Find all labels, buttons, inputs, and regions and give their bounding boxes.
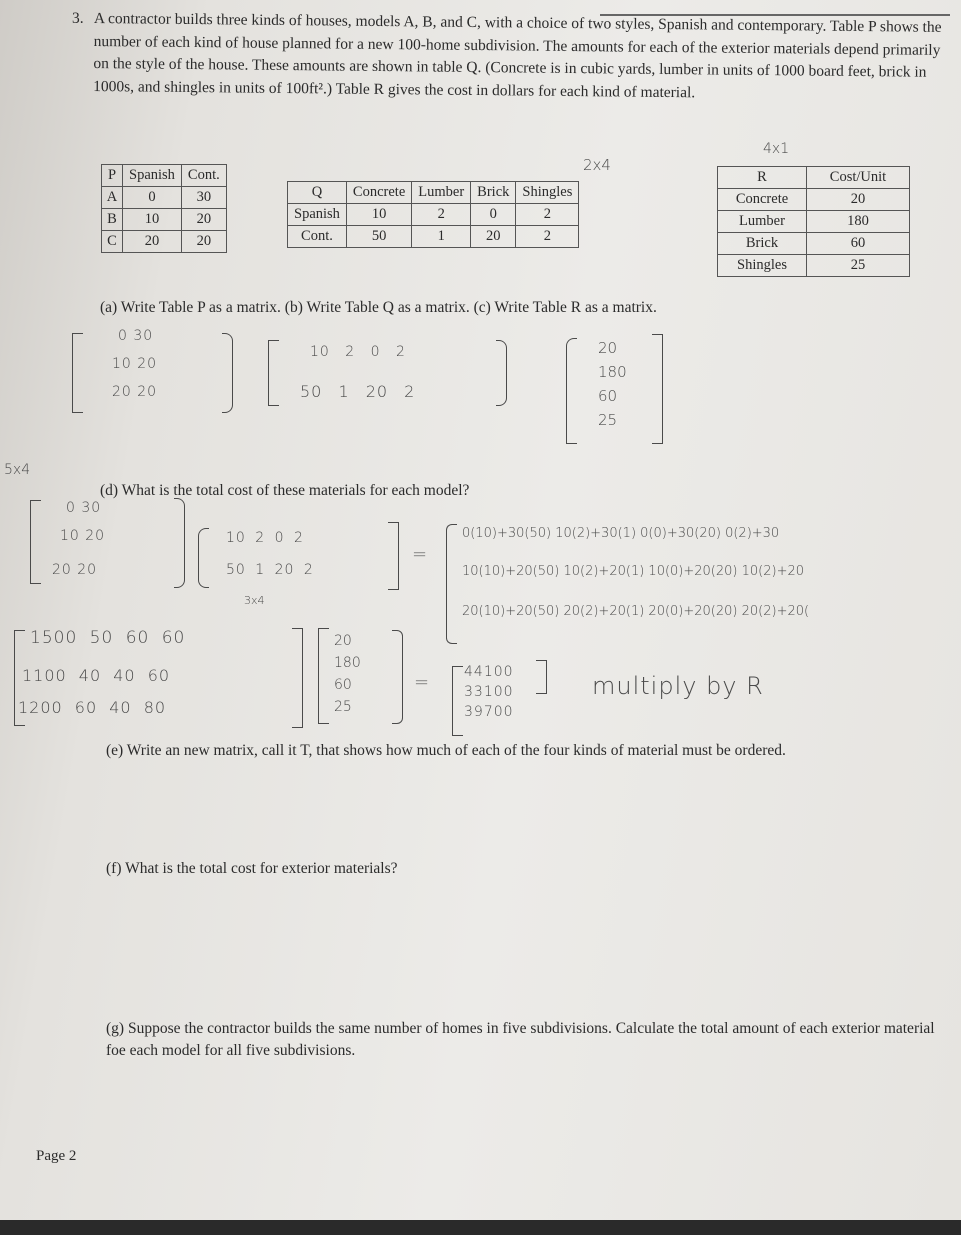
table-cell: 1 xyxy=(412,226,471,248)
matrix-bracket xyxy=(392,630,403,724)
handwritten-row: 10(10)+20(50) 10(2)+20(1) 10(0)+20(20) 10(2)+20 xyxy=(462,564,805,579)
handwritten-column xyxy=(464,662,514,722)
equals-sign: = xyxy=(412,544,428,565)
table-p xyxy=(101,164,227,253)
annotation-q-dims: 2x4 xyxy=(583,156,611,174)
table-cell: 50 xyxy=(346,226,411,248)
table-cell: 2 xyxy=(412,204,471,226)
table-row xyxy=(718,167,910,189)
table-cell: 20 xyxy=(471,226,516,248)
handwritten-row: 0 30 xyxy=(66,500,102,516)
table-row xyxy=(102,209,227,231)
handwritten-entry: 25 xyxy=(598,411,618,429)
table-cell: B xyxy=(102,209,123,231)
table-cell: Lumber xyxy=(718,211,807,233)
table-cell: 20 xyxy=(181,231,226,253)
table-cell: Lumber xyxy=(412,182,471,204)
question-e-text: (e) Write an new matrix, call it T, that shows how much of each of the four kinds of material must be ordered. xyxy=(106,742,786,759)
handwritten-row: 1200 60 40 80 xyxy=(18,698,167,717)
problem-number: 3. xyxy=(72,10,84,27)
matrix-bracket xyxy=(496,340,507,406)
table-cell: Cont. xyxy=(288,226,347,248)
matrix-bracket xyxy=(446,524,457,644)
matrix-bracket xyxy=(30,500,41,584)
table-cell: 25 xyxy=(807,255,910,277)
table-cell: Q xyxy=(288,182,347,204)
handwritten-column xyxy=(598,336,627,432)
annotation-side: 5x4 xyxy=(4,462,31,478)
matrix-bracket xyxy=(652,334,663,444)
table-cell: 10 xyxy=(123,209,182,231)
matrix-bracket xyxy=(222,333,233,413)
table-cell: Concrete xyxy=(346,182,411,204)
table-row xyxy=(288,182,579,204)
table-cell: Concrete xyxy=(718,189,807,211)
matrix-bracket xyxy=(566,338,577,444)
table-cell: 10 xyxy=(346,204,411,226)
handwritten-entry: 60 xyxy=(598,387,618,405)
handwritten-row: 10 20 xyxy=(60,528,106,544)
handwritten-row: 20(10)+20(50) 20(2)+20(1) 20(0)+20(20) 20(2)+20( xyxy=(462,604,810,619)
table-cell: 180 xyxy=(807,211,910,233)
table-row xyxy=(102,231,227,253)
question-e xyxy=(106,740,936,762)
matrix-bracket xyxy=(72,333,83,413)
annotation-r-dims: 4x1 xyxy=(763,141,790,157)
table-row xyxy=(102,187,227,209)
table-cell: Brick xyxy=(718,233,807,255)
table-cell: R xyxy=(718,167,807,189)
matrix-bracket xyxy=(318,628,329,724)
matrix-bracket xyxy=(268,340,279,406)
table-row xyxy=(718,233,910,255)
table-row xyxy=(718,211,910,233)
handwritten-row: 1500 50 60 60 xyxy=(30,628,186,648)
handwritten-row: 20 20 xyxy=(112,384,158,400)
matrix-bracket xyxy=(452,666,463,736)
bottom-edge xyxy=(0,1220,961,1235)
table-cell: 20 xyxy=(807,189,910,211)
table-cell: 20 xyxy=(123,231,182,253)
table-cell: 0 xyxy=(471,204,516,226)
handwritten-entry: 60 xyxy=(334,677,352,693)
handwritten-entry: 39700 xyxy=(464,704,514,720)
equals-sign: = xyxy=(414,672,430,693)
question-g: (g) Suppose the contractor builds the same number of homes in five subdivisions. Calculate the total amount of each exterior material foe each model for all five subdivisions. xyxy=(106,1020,935,1059)
table-row xyxy=(288,204,579,226)
table-r xyxy=(717,166,910,277)
table-cell: A xyxy=(102,187,123,209)
question-d: (d) What is the total cost of these materials for each model? xyxy=(100,482,470,499)
matrix-bracket xyxy=(174,498,185,588)
table-row xyxy=(102,165,227,187)
table-cell: 30 xyxy=(181,187,226,209)
table-row xyxy=(288,226,579,248)
handwritten-row: 10 20 xyxy=(112,356,158,372)
table-cell: Spanish xyxy=(288,204,347,226)
table-cell: 2 xyxy=(516,226,579,248)
question-f: (f) What is the total cost for exterior materials? xyxy=(106,860,398,877)
table-row xyxy=(718,189,910,211)
handwritten-row: 50 1 20 2 xyxy=(226,562,314,578)
table-cell: Cost/Unit xyxy=(807,167,910,189)
handwritten-row: 1100 40 40 60 xyxy=(22,666,171,685)
handwritten-entry: 20 xyxy=(598,339,618,357)
handwritten-entry: 180 xyxy=(598,363,627,381)
handwritten-entry: 33100 xyxy=(464,684,514,700)
table-cell: Shingles xyxy=(516,182,579,204)
page-number: Page 2 xyxy=(36,1148,77,1164)
handwritten-column xyxy=(334,630,361,718)
handwritten-entry: 44100 xyxy=(464,664,514,680)
handwritten-row: 10 2 0 2 xyxy=(226,530,304,546)
table-cell: Shingles xyxy=(718,255,807,277)
table-cell: C xyxy=(102,231,123,253)
matrix-bracket xyxy=(536,660,547,694)
table-cell: 2 xyxy=(516,204,579,226)
question-abc: (a) Write Table P as a matrix. (b) Write Table Q as a matrix. (c) Write Table R as a matrix. xyxy=(100,299,657,316)
handwritten-entry: 25 xyxy=(334,699,352,715)
handwritten-row: 20 20 xyxy=(52,562,98,578)
matrix-bracket xyxy=(292,628,303,728)
annotation-dims: 3x4 xyxy=(244,594,265,607)
table-row xyxy=(718,255,910,277)
table-cell: 0 xyxy=(123,187,182,209)
table-cell: P xyxy=(102,165,123,187)
handwritten-entry: 180 xyxy=(334,655,361,671)
table-cell: Cont. xyxy=(181,165,226,187)
table-cell: Brick xyxy=(471,182,516,204)
handwritten-row: 10 2 0 2 xyxy=(310,344,406,360)
handwritten-row: 0(10)+30(50) 10(2)+30(1) 0(0)+30(20) 0(2)+30 xyxy=(462,526,780,541)
handwritten-entry: 20 xyxy=(334,633,352,649)
table-cell: Spanish xyxy=(123,165,182,187)
matrix-bracket xyxy=(388,522,399,590)
handwritten-row: 0 30 xyxy=(118,328,154,344)
problem-intro: A contractor builds three kinds of houses, models A, B, and C, with a choice of two styles, Spanish and contemporary. Table P shows the number of each kind of house planned for a new 100-home subdivision. The amounts for each of the exterior materials depend primarily on the style of the house. These amounts are shown in table Q. (Concrete is in cubic yards, lumber in units of 1000 board feet, brick in 1000s, and shingles in units of 100ft².) Table R gives the cost in dollars for each kind of material. xyxy=(93,9,942,101)
table-cell: 60 xyxy=(807,233,910,255)
table-cell: 20 xyxy=(181,209,226,231)
matrix-bracket xyxy=(198,528,209,588)
handwritten-row: 50 1 20 2 xyxy=(300,382,416,401)
handwritten-note: multiply by R xyxy=(592,672,764,700)
table-q xyxy=(287,181,579,248)
